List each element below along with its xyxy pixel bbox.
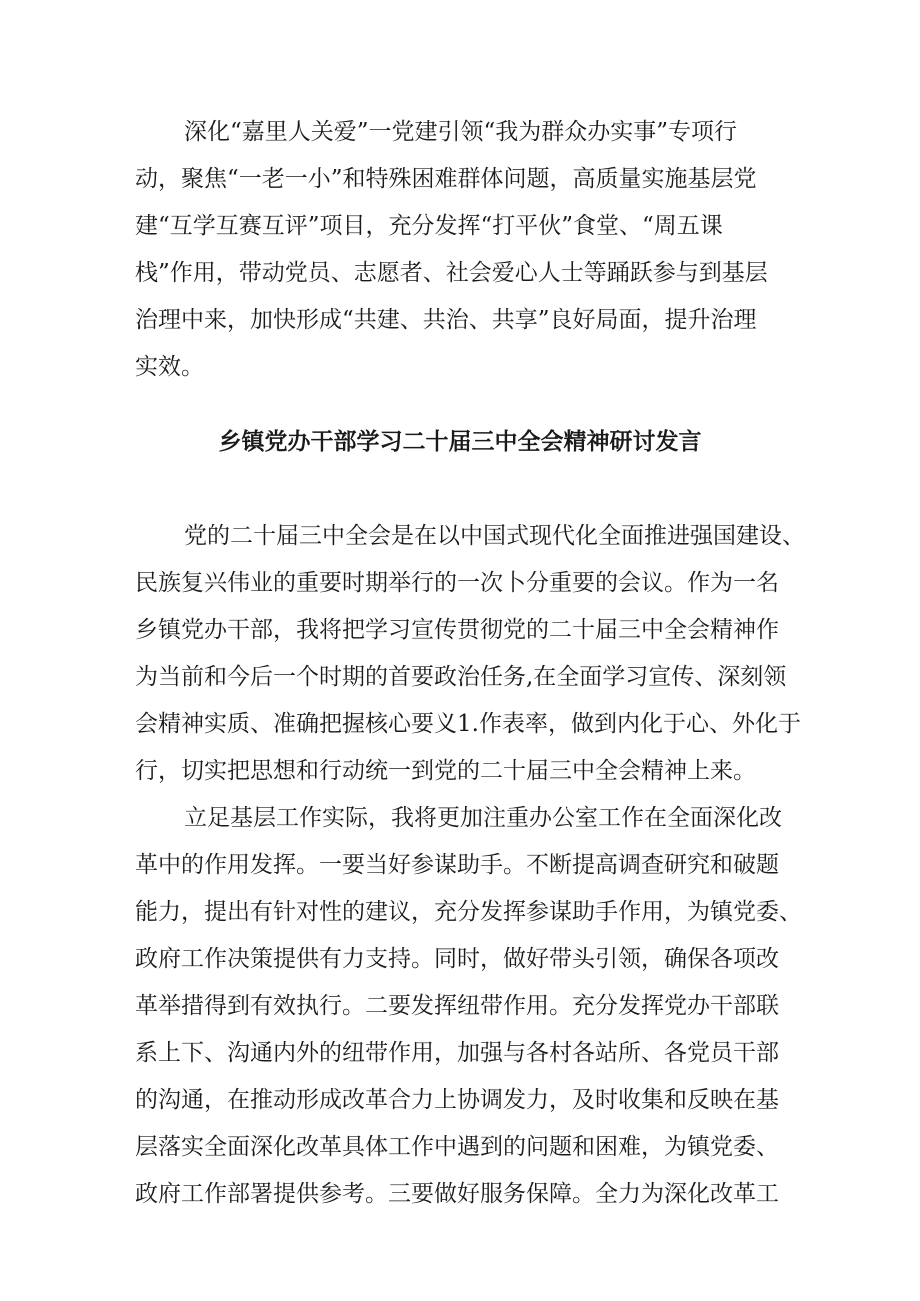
paragraph-line: 实效。 xyxy=(135,354,204,380)
paragraph-line: 系上下、沟通内外的纽带作用，加强与各村各站所、各党员干部 xyxy=(135,1040,779,1066)
paragraph-line: 层落实全面深化改革具体工作中遇到的问题和困难，为镇党委、 xyxy=(135,1134,779,1160)
paragraph-line: 政府工作部署提供参考。三要做好服务保障。全力为深化改革工 xyxy=(135,1181,779,1207)
paragraph-line: 会精神实质、准确把握核心要义1.作表率，做到内化于心、外化于 xyxy=(135,711,801,737)
paragraph-line: 乡镇党办干部，我将把学习宣传贯彻党的二十届三中全会精神作 xyxy=(135,617,779,643)
paragraph-line: 治理中来，加快形成“共建、共治、共享”良好局面，提升治理 xyxy=(135,307,757,333)
paragraph-line: 建“互学互赛互评”项目，充分发挥“打平伙”食堂、“周五课 xyxy=(135,213,723,239)
paragraph-line: 革举措得到有效执行。二要发挥纽带作用。充分发挥党办干部联 xyxy=(135,993,779,1019)
paragraph-line: 栈”作用，带动党员、志愿者、社会爱心人士等踊跃参与到基层 xyxy=(135,260,768,286)
paragraph-line: 深化“嘉里人关爱”一党建引领“我为群众办实事”专项行 xyxy=(184,119,738,145)
paragraph-line: 能力，提出有针对性的建议，充分发挥参谋助手作用，为镇党委、 xyxy=(135,899,802,925)
paragraph-line: 为当前和今后一个时期的首要政治任务,在全面学习宣传、深刻领 xyxy=(135,664,787,690)
paragraph-line: 动，聚焦“一老一小”和特殊困难群体问题，高质量实施基层党 xyxy=(135,166,757,192)
paragraph-line: 民族复兴伟业的重要时期举行的一次卜分重要的会议。作为一名 xyxy=(135,570,779,596)
paragraph-line: 行，切实把思想和行动统一到党的二十届三中全会精神上来。 xyxy=(135,758,756,784)
paragraph-line: 的沟通，在推动形成改革合力上协调发力，及时收集和反映在基 xyxy=(135,1087,779,1113)
paragraph-line: 党的二十届三中全会是在以中国式现代化全面推进强国建设、 xyxy=(184,523,805,549)
paragraph-line: 政府工作决策提供有力支持。同时，做好带头引领，确保各项改 xyxy=(135,946,779,972)
paragraph-line: 革中的作用发挥。一要当好参谋助手。不断提高调查研究和破题 xyxy=(135,852,779,878)
paragraph-line: 立足基层工作实际，我将更加注重办公室工作在全面深化改 xyxy=(184,805,782,831)
section-title: 乡镇党办干部学习二十届三中全会精神研讨发言 xyxy=(218,429,702,455)
